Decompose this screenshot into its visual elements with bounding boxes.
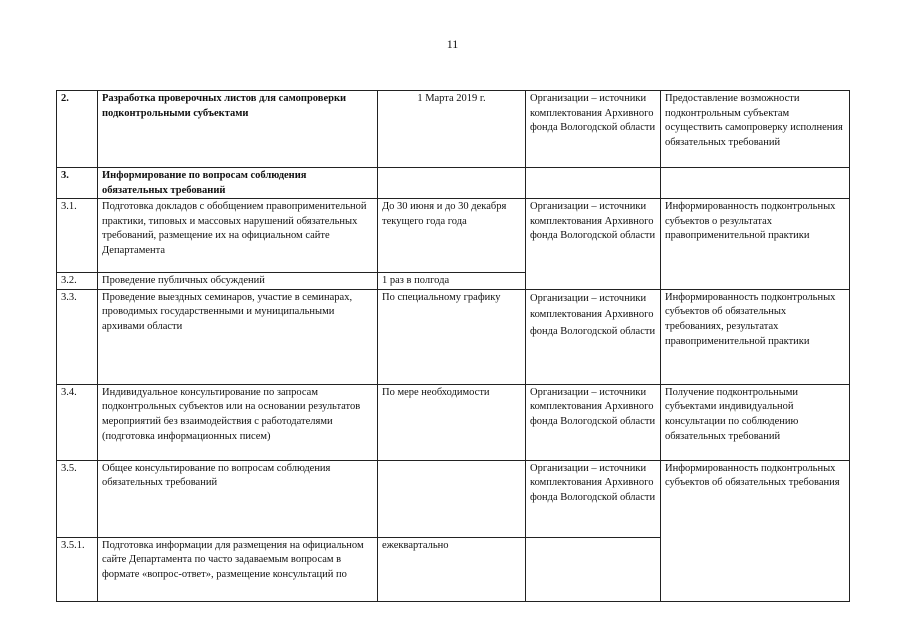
term-cell: [378, 168, 526, 199]
term-cell: По мере необходимости: [378, 384, 526, 460]
table-row: [57, 289, 850, 384]
result-cell: [661, 168, 850, 199]
activity-cell: Проведение публичных обсуждений: [98, 273, 378, 290]
result-cell: Предоставление возможности подконтрольным субъектам осуществить самопроверку исполнения обязательных требований: [661, 91, 850, 168]
term-cell: 1 Марта 2019 г.: [378, 91, 526, 168]
result-cell: Получение подконтрольными субъектами индивидуальной консультации по соблюдению обязательных требований: [661, 384, 850, 460]
term-cell: ежеквартально: [378, 537, 526, 601]
result-cell: Информированность подконтрольных субъектов об обязательных требования: [661, 460, 850, 601]
table-row: [57, 199, 850, 273]
row-number: 3.5.1.: [57, 537, 98, 601]
responsible-cell: Организации – источники комплектования Архивного фонда Вологодской области: [526, 289, 661, 384]
responsible-cell: Организации – источники комплектования Архивного фонда Вологодской области: [526, 384, 661, 460]
activity-cell: Общее консультирование по вопросам соблюдения обязательных требований: [98, 460, 378, 537]
activity-cell: Подготовка информации для размещения на официальном сайте Департамента по часто задаваемым вопросам в формате «вопрос-ответ», размещение консультаций по: [98, 537, 378, 601]
responsible-cell: [526, 168, 661, 199]
activity-cell: Подготовка докладов с обобщением правоприменительной практики, типовых и массовых нарушений обязательных требований, размещение их на официальном сайте Департамента: [98, 199, 378, 273]
plan-table: [56, 90, 850, 602]
result-cell: Информированность подконтрольных субъектов об обязательных требованиях, результатах правоприменительной практики: [661, 289, 850, 384]
table-row: [57, 384, 850, 460]
term-cell: 1 раз в полгода: [378, 273, 526, 290]
row-number: 2.: [57, 91, 98, 168]
responsible-cell: Организации – источники комплектования Архивного фонда Вологодской области: [526, 91, 661, 168]
table-row: [57, 91, 850, 168]
page-number: 11: [446, 37, 459, 51]
responsible-cell: [526, 537, 661, 601]
activity-cell: Индивидуальное консультирование по запросам подконтрольных субъектов или на основании результатов мероприятий без взаимодействия с работодателями (подготовка информационных писем): [98, 384, 378, 460]
row-number: 3.2.: [57, 273, 98, 290]
activity-cell: Разработка проверочных листов для самопроверки подконтрольными субъектами: [98, 91, 378, 168]
table-row: [57, 460, 850, 537]
responsible-cell: Организации – источники комплектования Архивного фонда Вологодской области: [526, 460, 661, 537]
activity-cell: Проведение выездных семинаров, участие в семинарах, проводимых государственными и муниципальными архивами области: [98, 289, 378, 384]
term-cell: До 30 июня и до 30 декабря текущего года года: [378, 199, 526, 273]
row-number: 3.5.: [57, 460, 98, 537]
term-cell: [378, 460, 526, 537]
table-row: [57, 168, 850, 199]
term-cell: По специальному графику: [378, 289, 526, 384]
result-cell: Информированность подконтрольных субъектов о результатах правоприменительной практики: [661, 199, 850, 290]
row-number: 3.: [57, 168, 98, 199]
responsible-cell: Организации – источники комплектования Архивного фонда Вологодской области: [526, 199, 661, 290]
row-number: 3.3.: [57, 289, 98, 384]
row-number: 3.1.: [57, 199, 98, 273]
activity-cell: Информирование по вопросам соблюдения обязательных требований: [98, 168, 378, 199]
row-number: 3.4.: [57, 384, 98, 460]
